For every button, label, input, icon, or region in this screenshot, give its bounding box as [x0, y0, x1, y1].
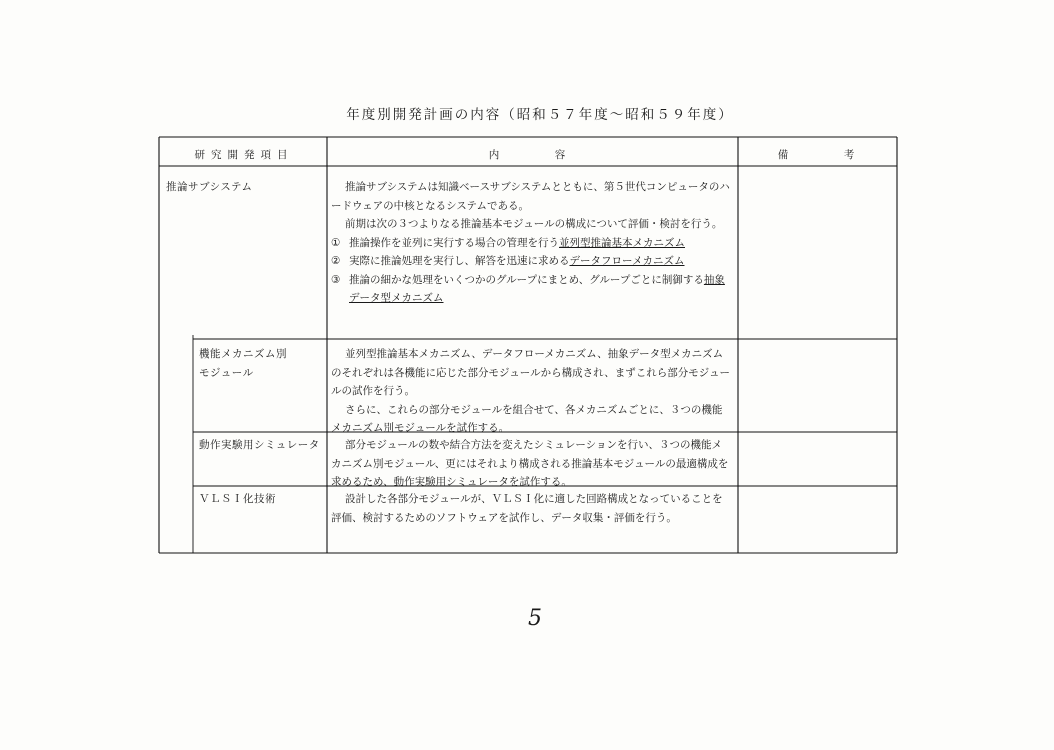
underlined-term: データフローメカニズム: [569, 255, 685, 267]
row-item-functional-modules: [199, 345, 325, 382]
row-item-inference-subsystem: 推論サブシステム: [166, 181, 253, 193]
list-text: 実際に推論処理を実行し、解答を迅速に求める: [349, 255, 570, 267]
header-content: 内 容: [488, 149, 572, 161]
list-marker: ②: [331, 255, 341, 267]
content-paragraph: 前期は次の３つよりなる推論基本モジュールの構成について評価・検討を行う。: [345, 218, 723, 230]
content-paragraph: さらに、これらの部分モジュールを組合せて、各メカニズムごとに、３つの機能メカニズム別モジュールを試作する。: [331, 403, 723, 434]
underlined-term: 並列型推論基本メカニズム: [559, 236, 685, 249]
list-item: [331, 252, 731, 271]
content-paragraph: 推論サブシステムは知識ベースサブシステムとともに、第５世代コンピュータのハードウェアの中核となるシステムである。: [331, 181, 730, 212]
page-number: 5: [528, 606, 542, 631]
page-title: 年度別開発計画の内容（昭和５７年度～昭和５９年度）: [346, 107, 734, 123]
list-item: [331, 234, 731, 253]
header-note: 備 考: [777, 149, 861, 161]
row-content-inference-subsystem: [331, 178, 731, 308]
content-paragraph: 設計した各部分モジュールが、ＶＬＳＩ化に適した回路構成となっていることを評価、検討するためのソフトウェアを試作し、データ収集・評価を行う。: [331, 493, 723, 524]
row-item-simulator: 動作実験用シミュレータ: [199, 439, 320, 451]
row-content-functional-modules: [331, 345, 731, 438]
item-line: 機能メカニズム別: [199, 348, 287, 360]
item-line: モジュール: [199, 366, 254, 379]
list-marker: ①: [331, 236, 341, 249]
list-text: 推論の細かな処理をいくつかのグループにまとめ、グループごとに制御する: [349, 273, 704, 286]
list-text: 推論操作を並列に実行する場合の管理を行う: [349, 236, 559, 249]
underlined-term: 抽象データ型メカニズム: [349, 273, 725, 304]
row-item-vlsi: ＶＬＳＩ化技術: [199, 493, 276, 505]
list-item: [331, 271, 731, 308]
row-content-simulator: [331, 436, 731, 492]
content-paragraph: 並列型推論基本メカニズム、データフローメカニズム、抽象データ型メカニズムのそれぞれは各機能に応じた部分モジュールから構成され、まずこれら部分モジュールの試作を行う。: [331, 348, 730, 397]
content-paragraph: 部分モジュールの数や結合方法を変えたシミュレーションを行い、３つの機能メカニズム別モジュール、更にはそれより構成される推論基本モジュールの最適構成を求めるため、動作実験用シミュレータを試作する。: [331, 439, 729, 488]
header-item: 研究開発項目: [194, 149, 294, 161]
row-content-vlsi: [331, 490, 731, 527]
list-marker: ③: [331, 273, 341, 286]
